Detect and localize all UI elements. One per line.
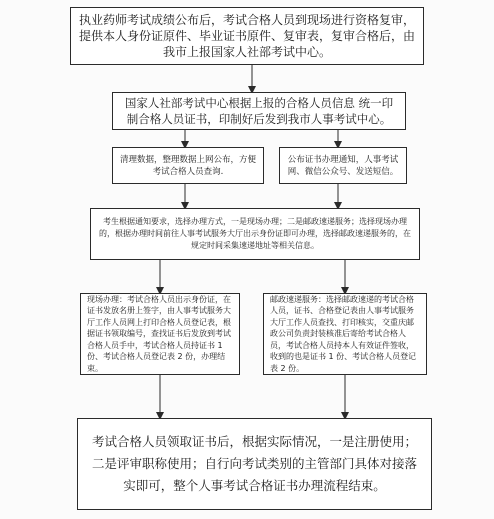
step-choose-method-box: [90, 208, 420, 260]
step-final-text: 考试合格人员领取证书后，根据实际情况，一是注册使用；二是评审职称使用；自行向考试类别的主管部门具体对接落实即可，整个人事考试合格证书办理流程结束。: [91, 434, 417, 493]
step-announce-text: 执业药师考试成绩公布后，考试合格人员到现场进行资格复审，提供本人身份证原件、毕业证书原件、复审表，复审合格后，由我市上报国家人社部考试中心。: [78, 13, 415, 59]
step-postal-text: 邮政速递服务：选择邮政速递的考试合格人员，证书、合格登记表由人事考试服务大厅工作人员查找、打印核实，交重庆邮政公司负责封装核准后寄给考试合格人员，考试合格人员持本人有效证件签收，收到的也是证书 1 份、考试合格人员登记表 2 份。: [270, 294, 417, 373]
step-sort-data-text: 清理数据，整理数据上网公布，方便考试合格人员查询.: [119, 154, 256, 177]
step-onsite-box: [80, 293, 240, 375]
step-final-box: [77, 418, 432, 510]
step-sort-data-box: [112, 147, 264, 184]
step-onsite-text: 现场办理：考试合格人员出示身份证，在证书发放名册上签字，由人事考试服务大厅工作人员网上打印合格人员登记表，根据证书领取编号，查找证书后发放到考试合格人员手中，考试合格人员持证书 1 份、考试合格人员登记表 2 份，办理结束。: [87, 294, 231, 373]
step-print-certificate-text: 国家人社部考试中心根据上报的合格人员信息 统一印制合格人员证书，印制好后发到我市人事考试中心。: [124, 96, 394, 126]
step-postal-box: [263, 293, 427, 375]
step-choose-method-text: 考生根据通知要求，选择办理方式，一是现场办理；二是邮政速递服务；选择现场办理的，根据办理时间前往人事考试服务大厅出示身份证即可办理，选择邮政速递服务的，在规定时间采集速递地址等相关信息。: [99, 217, 411, 250]
step-notify-box: [279, 147, 407, 184]
step-announce-box: [70, 7, 424, 65]
step-notify-text: 公布证书办理通知，人事考试网、微信公众号、发送短信。: [287, 154, 399, 177]
step-print-certificate-box: [112, 92, 406, 130]
